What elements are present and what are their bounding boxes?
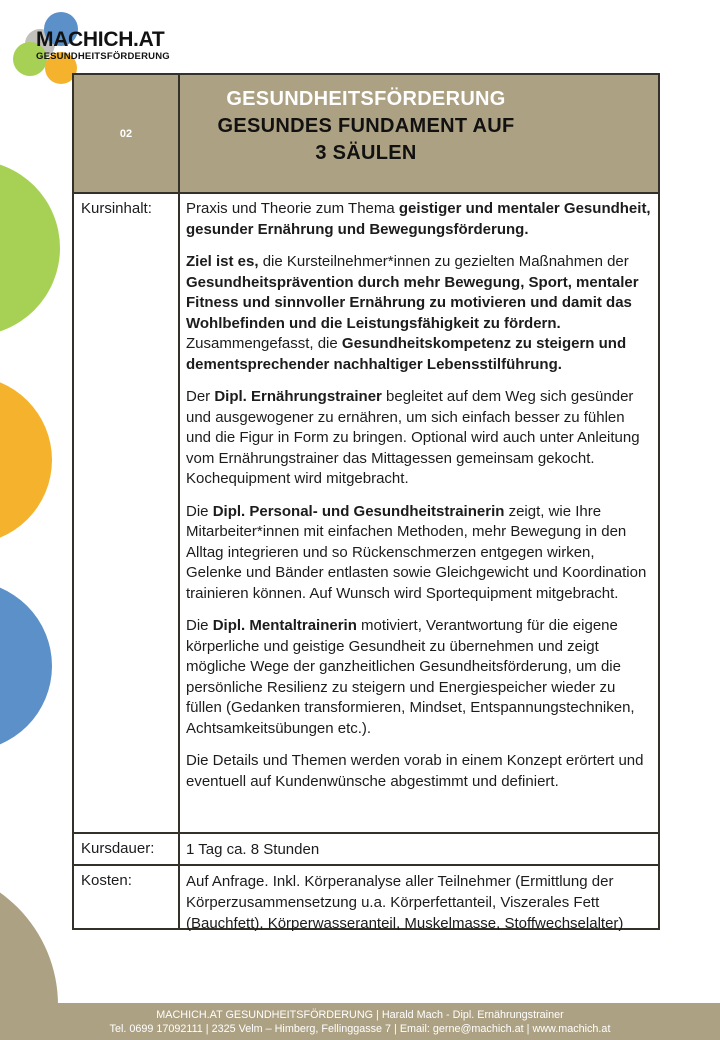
footer — [0, 1003, 720, 1040]
decorative-circle-blue — [0, 581, 52, 751]
table-header-row — [74, 75, 658, 192]
logo — [8, 6, 208, 80]
course-title — [74, 86, 658, 167]
course-title-line: GESUNDES FUNDAMENT AUF — [217, 115, 515, 137]
course-number: 02 — [74, 75, 180, 192]
course-title-line: 3 SÄULEN — [315, 142, 417, 164]
course-title-line: GESUNDHEITSFÖRDERUNG — [226, 88, 506, 110]
kosten-row — [74, 864, 658, 932]
kursinhalt-paragraph: Die Dipl. Personal- und Gesundheitstrainerin zeigt, wie Ihre Mitarbeiter*innen mit einfachen Methoden, mehr Bewegung in den Alltag integrieren und so Rückenschmerzen entgegen wirken, Gelenke und Bänder entlasten sowie Gleichgewicht und Koordination trainieren können. Auf Wunsch wird Sportequipment mitgebracht. — [186, 502, 647, 602]
kursdauer-value: 1 Tag ca. 8 Stunden — [186, 841, 320, 858]
decorative-circle-green — [0, 160, 60, 336]
kosten-label: Kosten: — [74, 866, 180, 928]
kursdauer-label: Kursdauer: — [74, 834, 180, 864]
kursinhalt-paragraph: Die Details und Themen werden vorab in einem Konzept erörtert und eventuell auf Kundenwünsche abgestimmt und definiert. — [186, 752, 644, 790]
course-table — [72, 73, 660, 930]
kosten-value: Auf Anfrage. Inkl. Körperanalyse aller Teilnehmer (Ermittlung der Körperzusammensetzung u.a. Körperfettanteil, Viszerales Fett (Bauchfett), Körperwasseranteil, Muskelmasse, Stoffwechselalter) — [186, 873, 624, 932]
kursinhalt-paragraph: Praxis und Theorie zum Thema geistiger und mentaler Gesundheit, gesunder Ernährung und Bewegungsförderung. — [186, 200, 651, 238]
kursdauer-row — [74, 832, 658, 864]
footer-line-2: Tel. 0699 17092111 | 2325 Velm – Himberg, Fellinggasse 7 | Email: gerne@machich.at | www.machich.at — [109, 1023, 611, 1035]
kursinhalt-label: Kursinhalt: — [74, 194, 180, 832]
kursinhalt-paragraph: Die Dipl. Mentaltrainerin motiviert, Verantwortung für die eigene körperliche und geistige Gesundheit zu übernehmen und zeigt mögliche Wege der ganzheitlichen Gesundheitsförderung, um die persönliche Resilienz zu steigern und Energiespeicher wieder zu füllen (Gedanken transformieren, Mindset, Entspannungstechniken, Achtsamkeitsübungen etc.). — [186, 617, 635, 737]
logo-title: MACHICH.AT — [36, 28, 165, 51]
kursinhalt-row — [74, 192, 658, 832]
logo-subtitle: GESUNDHEITSFÖRDERUNG — [36, 51, 170, 62]
kursinhalt-paragraph: Zusammengefasst, die Gesundheitskompetenz zu steigern und dementsprechender nachhaltiger Lebensstilführung. — [186, 335, 627, 373]
kursinhalt-paragraph: Ziel ist es, die Kursteilnehmer*innen zu gezielten Maßnahmen der Gesundheitsprävention durch mehr Bewegung, Sport, mentaler Fitness und sinnvoller Ernährung zu motivieren und damit das Wohlbefinden und die Leistungsfähigkeit zu fördern. — [186, 253, 639, 332]
kursinhalt-paragraph: Der Dipl. Ernährungstrainer begleitet auf dem Weg sich gesünder und ausgewogener zu ernähren, um sich einfach besser zu fühlen und die Figur in Form zu bringen. Optional wird auch unter Anleitung vom Ernährungstrainer das Mittagessen gemeinsam gekocht. Kochequipment wird mitgebracht. — [186, 388, 640, 487]
decorative-circle-orange — [0, 376, 52, 544]
footer-line-1: MACHICH.AT GESUNDHEITSFÖRDERUNG | Harald Mach - Dipl. Ernährungstrainer — [156, 1009, 564, 1021]
kursinhalt-content — [180, 194, 658, 832]
